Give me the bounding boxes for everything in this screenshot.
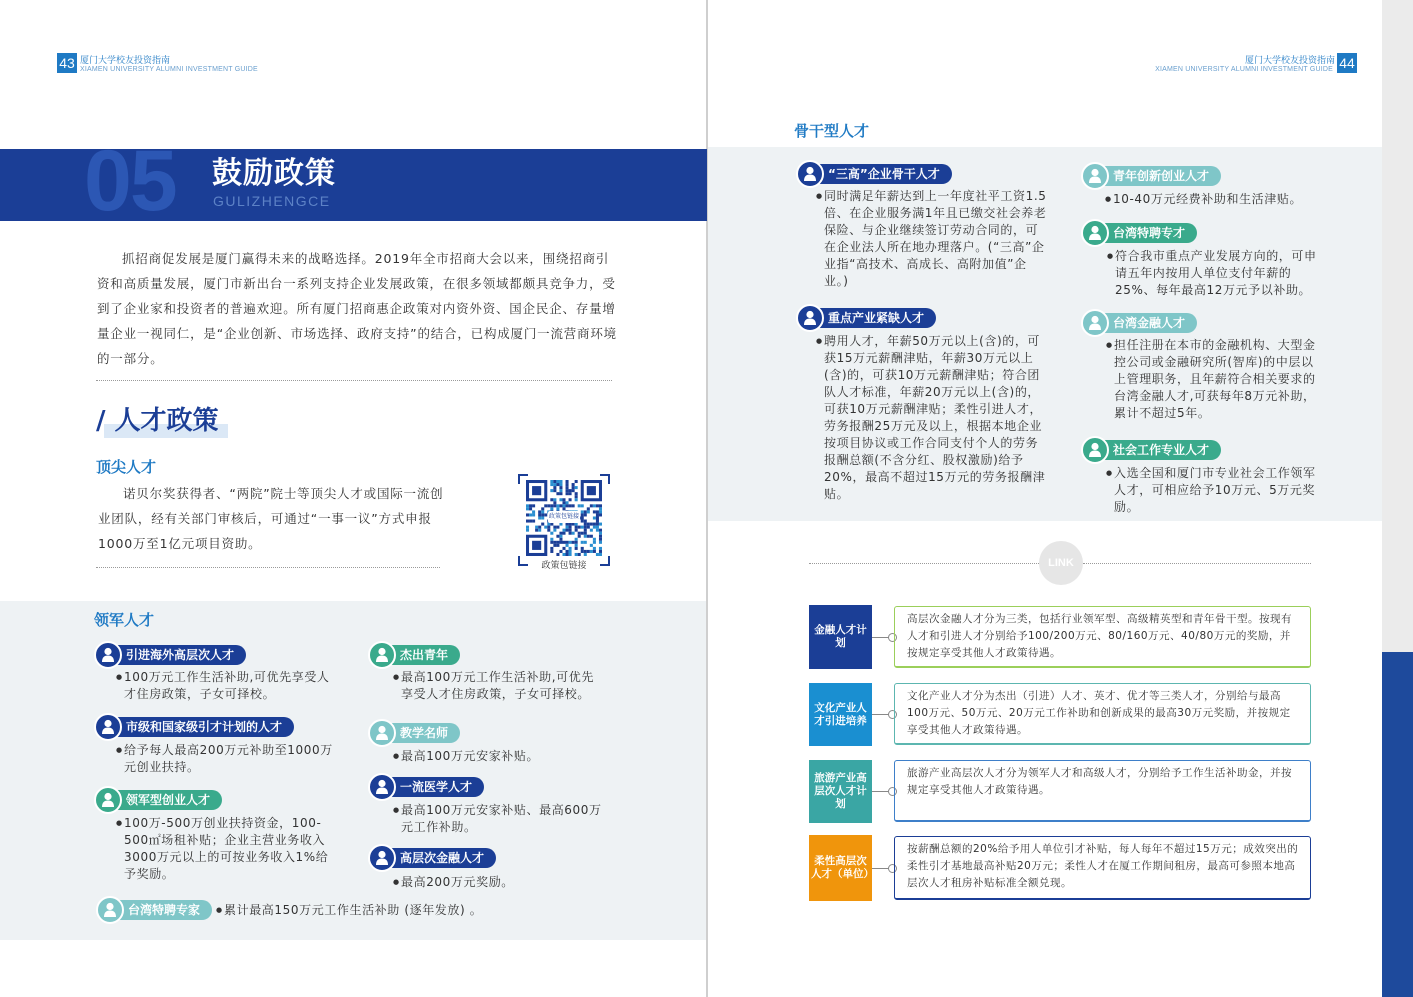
tag-outstanding-youth: 杰出青年 [372, 645, 460, 665]
youth-innovation-text: ● 10-40万元经费补助和生活津贴。 [1113, 191, 1323, 208]
header-title-en-left: XIAMEN UNIVERSITY ALUMNI INVESTMENT GUIDE [80, 66, 258, 73]
finance-talent-text: ● 最高200万元奖励。 [401, 874, 606, 891]
link-badge: LINK [1039, 541, 1083, 585]
qr-code[interactable] [518, 474, 610, 566]
person-icon [1081, 436, 1109, 464]
chapter-banner [0, 149, 707, 221]
tag-social-work: 社会工作专业人才 [1085, 440, 1221, 460]
taiwan-expert-text: ● 累计最高150万元工作生活补助 (逐年发放) 。 [224, 902, 484, 919]
person-icon [368, 773, 396, 801]
person-icon [94, 786, 122, 814]
link-desc-flexible: 按薪酬总额的20%给予用人单位引才补贴，每人每年不超过15万元；成效突出的柔性引才基地最高补贴20万元；柔性人才在厦工作期间租房，最高可参照本地高层次人才租房补贴标准全额兑现。 [894, 836, 1311, 900]
header-title-cn-right: 厦门大学校友投资指南 [1244, 56, 1335, 66]
link-divider-right [1083, 563, 1311, 564]
link-desc-finance: 高层次金融人才分为三类，包括行业领军型、高级精英型和青年骨干型。按现有人才和引进人才分别给予100/200万元、80/160万元、40/80万元的奖励，并按规定享受其他人才政策待遇。 [894, 606, 1311, 668]
taiwan-special-text: ● 符合我市重点产业发展方向的，可申请五年内按用人单位支付年薪的25%、每年最高12万元予以补助。 [1115, 248, 1323, 299]
edge-tab [1382, 652, 1413, 997]
link-desc-culture: 文化产业人才分为杰出（引进）人才、英才、优才等三类人才，分别给与最高100万元、50万元、20万元工作补助和创新成果的最高30万元奖励，并按规定享受其他人才政策待遇。 [894, 683, 1311, 745]
person-icon [1081, 219, 1109, 247]
outstanding-youth-text: ● 最高100万元工作生活补助,可优先享受人才住房政策，子女可择校。 [401, 669, 606, 703]
tag-teaching-master: 教学名师 [372, 723, 460, 743]
intro-paragraph: 抓招商促发展是厦门赢得未来的战略选择。2019年全市招商大会以来，围绕招商引资和高质量发展，厦门市新出台一系列支持企业发展政策，在很多领域都颇具竞争力，受到了企业家和投资者的普遍欢迎。所有厦门招商惠企政策对内资外资、国企民企、存量增量企业一视同仁，是“企业创新、市场选择、政府支持”的结合，已构成厦门一流营商环境的一部分。 [97, 251, 617, 366]
chapter-subtitle: GULIZHENGCE [213, 193, 331, 209]
tag-key-industry-talent: 重点产业紧缺人才 [800, 308, 936, 328]
header-title-cn-left: 厦门大学校友投资指南 [80, 56, 171, 66]
link-box-tourism: 旅游产业高层次人才计划 [809, 760, 872, 823]
link-box-finance: 金融人才计划 [809, 605, 872, 669]
leading-talent-heading: 领军人才 [94, 611, 155, 629]
person-icon [796, 160, 824, 188]
leading-entrepreneur-text: ● 100万-500万创业扶持资金，100-500㎡场租补贴；企业主营业务收入3000万元以上的可按业务收入1%给予奖励。 [124, 815, 336, 883]
medical-talent-text: ● 最高100万元安家补贴、最高600万元工作补助。 [401, 802, 606, 836]
link-divider-left [809, 563, 1039, 564]
overseas-talent-text: ● 100万元工作生活补助,可优先享受人才住房政策，子女可择校。 [124, 669, 334, 703]
city-national-plan-text: ● 给予每人最高200万元补助至1000万元创业扶持。 [124, 742, 334, 776]
qr-caption: 政策包链接 [541, 561, 587, 571]
person-icon [368, 719, 396, 747]
tag-three-high-talent: “三高”企业骨干人才 [800, 164, 952, 184]
chapter-number: 05 [84, 149, 176, 221]
divider [96, 567, 440, 568]
teaching-master-text: ● 最高100万元安家补贴。 [401, 748, 606, 765]
backbone-heading: 骨干型人才 [794, 122, 870, 140]
person-icon [368, 844, 396, 872]
person-icon [96, 896, 124, 924]
tag-youth-innovation: 青年创新创业人才 [1085, 166, 1221, 186]
three-high-talent-text: ● 同时满足年薪达到上一年度社平工资1.5倍、在企业服务满1年且已缴交社会养老保险、与企业继续签订劳动合同的，可在企业法人所在地办理落户。(“三高”企业指“高技术、高成长、高附加值”企业。) [824, 188, 1050, 290]
tag-overseas-talent: 引进海外高层次人才 [98, 645, 246, 665]
social-work-text: ● 入选全国和厦门市专业社会工作领军人才，可相应给予10万元、5万元奖励。 [1114, 465, 1322, 516]
tag-medical-talent: 一流医学人才 [372, 777, 484, 797]
tag-taiwan-expert: 台湾特聘专家 [100, 900, 212, 920]
page-number-left: 43 [57, 53, 77, 73]
top-talent-text: 诺贝尔奖获得者、“两院”院士等顶尖人才或国际一流创业团队，经有关部门审核后，可通过“一事一议”方式申报1000万至1亿元项目资助。 [98, 486, 444, 551]
qr-center-label: 政策包链接 [548, 511, 580, 523]
page-number-right: 44 [1337, 53, 1357, 73]
person-icon [1081, 309, 1109, 337]
top-talent-heading: 顶尖人才 [96, 458, 157, 476]
person-icon [796, 304, 824, 332]
key-industry-talent-text: ● 聘用人才，年薪50万元以上(含)的，可获15万元薪酬津贴，年薪30万元以上(含)的，可获10万元薪酬津贴；符合团队人才标准，年薪20万元以上(含)的，可获10万元薪酬津贴；柔性引进人才，劳务报酬25万元及以上，根据本地企业按项目协议或工作合同支付个人的劳务报酬总额(不含分红、股权激励)给予20%，最高不超过15万元的劳务报酬津贴。 [824, 333, 1050, 503]
link-desc-tourism: 旅游产业高层次人才分为领军人才和高级人才，分别给予工作生活补助金，并按规定享受其他人才政策待遇。 [894, 760, 1311, 822]
person-icon [94, 713, 122, 741]
person-icon [1081, 162, 1109, 190]
person-icon [94, 641, 122, 669]
tag-finance-talent: 高层次金融人才 [372, 848, 496, 868]
section-title: / 人才政策 [96, 406, 219, 436]
link-box-culture: 文化产业人才引进培养 [809, 683, 872, 746]
tag-taiwan-finance: 台湾金融人才 [1085, 313, 1197, 333]
link-box-flexible: 柔性高层次人才（单位） [809, 835, 872, 901]
tag-taiwan-special: 台湾特聘专才 [1085, 223, 1197, 243]
person-icon [368, 641, 396, 669]
divider [96, 380, 612, 381]
tag-leading-entrepreneur: 领军型创业人才 [98, 790, 222, 810]
chapter-title: 鼓励政策 [212, 156, 336, 191]
header-title-en-right: XIAMEN UNIVERSITY ALUMNI INVESTMENT GUIDE [1155, 66, 1333, 73]
tag-city-national-plan: 市级和国家级引才计划的人才 [98, 717, 294, 737]
taiwan-finance-text: ● 担任注册在本市的金融机构、大型金控公司或金融研究所(智库)的中层以上管理职务，且年薪符合相关要求的台湾金融人才,可获每年8万元补助，累计不超过5年。 [1114, 337, 1322, 422]
